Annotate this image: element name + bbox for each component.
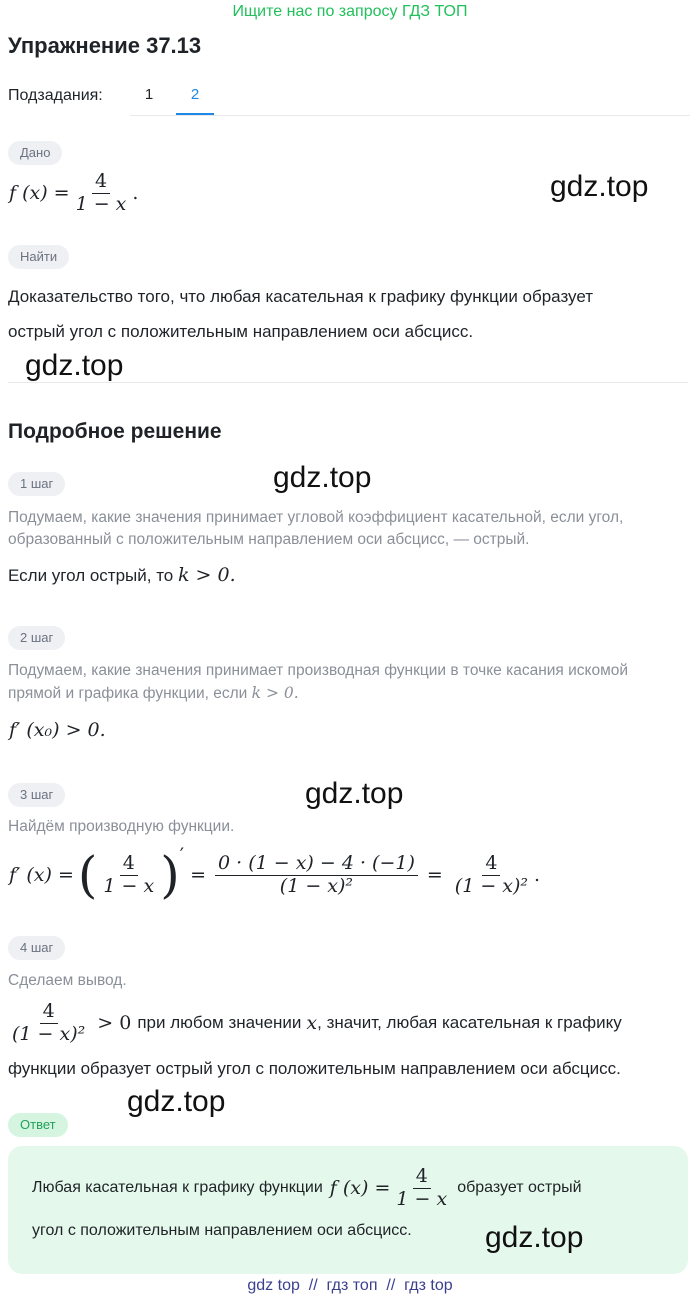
page-title: Упражнение 37.13	[8, 33, 202, 58]
tab-2[interactable]: 2	[190, 86, 200, 103]
step-3-hint: Найдём производную функции.	[8, 818, 235, 835]
step-1-hint-line-2: образованный с положительным направлением оси абсцисс, — острый.	[8, 531, 530, 548]
step-4-line-2: функции образует острый угол с положительным направлением оси абсцисс.	[8, 1059, 621, 1078]
step-4-num: 4	[40, 1001, 58, 1024]
step-3-eq1: =	[190, 864, 206, 886]
answer-badge: Ответ	[8, 1113, 68, 1137]
step-4-den: (1 − x)²	[12, 1022, 86, 1045]
answer-den: 1 − x	[396, 1187, 448, 1210]
step-3-res-num: 4	[482, 853, 500, 876]
tab-2-underline	[176, 113, 214, 115]
tab-1[interactable]: 1	[144, 86, 154, 103]
step-1-hint-line-1: Подумаем, какие значения принимает угловой коэффициент касательной, если угол,	[8, 509, 624, 526]
step-4-fraction	[9, 1001, 88, 1046]
step-4-var: x	[306, 1012, 318, 1034]
step-3-tail: .	[534, 864, 541, 886]
step-4-text-1: при любом значении	[137, 1013, 302, 1032]
given-fraction	[73, 171, 130, 216]
watermark-6: gdz.top	[485, 1221, 584, 1254]
watermark-1: gdz.top	[550, 170, 649, 203]
step-4-gt: > 0	[97, 1012, 132, 1034]
step-3-eq2: =	[426, 864, 443, 886]
step-4-result	[6, 994, 622, 1052]
find-badge: Найти	[8, 245, 69, 269]
subtasks-tabs	[130, 72, 690, 116]
given-lhs: f (x) =	[9, 182, 70, 205]
given-num: 4	[92, 171, 110, 194]
answer-text-2: образует острый	[457, 1179, 582, 1196]
footer-links[interactable]: gdz top // гдз топ // гдз top	[247, 1277, 453, 1294]
step-3-formula	[9, 842, 540, 908]
given-badge: Дано	[8, 141, 62, 165]
step-2-formula: f′ (x₀) > 0.	[9, 719, 106, 741]
watermark-2: gdz.top	[25, 349, 124, 382]
given-formula	[9, 171, 138, 216]
given-tail: .	[132, 182, 139, 205]
left-paren: (	[77, 846, 98, 904]
step-3-inner-num: 4	[120, 853, 138, 876]
step-3-prime: ′	[179, 844, 185, 866]
step-3-inner-fraction	[100, 853, 157, 898]
step-3-mid-fraction	[215, 853, 418, 898]
watermark-5: gdz.top	[127, 1085, 226, 1118]
step-2-hint-formula: k > 0.	[251, 684, 299, 702]
step-3-inner-den: 1 − x	[103, 874, 155, 897]
step-3-res-den: (1 − x)²	[454, 874, 529, 897]
step-3-badge: 3 шаг	[8, 783, 65, 807]
step-3-lhs: f′ (x) =	[9, 864, 74, 886]
find-line-1: Доказательство того, что любая касательная к графику функции образует	[8, 287, 594, 306]
find-line-2: острый угол с положительным направлением оси абсцисс.	[8, 322, 474, 341]
watermark-4: gdz.top	[305, 777, 404, 810]
watermark-3: gdz.top	[273, 461, 372, 494]
step-3-result-fraction	[452, 853, 531, 898]
step-2-badge: 2 шаг	[8, 626, 65, 650]
step-4-badge: 4 шаг	[8, 936, 65, 960]
solution-title: Подробное решение	[8, 420, 222, 443]
step-1-badge: 1 шаг	[8, 472, 65, 496]
answer-fraction	[393, 1166, 450, 1211]
step-1-text: Если угол острый, то	[8, 566, 174, 585]
step-2-hint-line-2	[8, 682, 299, 705]
top-banner[interactable]: Ищите нас по запросу ГДЗ ТОП	[232, 3, 468, 20]
answer-lhs: f (x) =	[329, 1177, 391, 1199]
step-2-hint-line-1: Подумаем, какие значения принимает производная функции в точке касания искомой	[8, 662, 629, 679]
step-2-hint-text: прямой и графика функции, если	[8, 685, 248, 702]
answer-line-1	[32, 1160, 582, 1216]
answer-line-2: угол с положительным направлением оси абсцисс.	[32, 1222, 412, 1239]
answer-num: 4	[413, 1166, 431, 1189]
step-1-formula: k > 0.	[177, 564, 236, 586]
answer-text-1: Любая касательная к графику функции	[32, 1179, 323, 1196]
step-3-mid-num: 0 · (1 − x) − 4 · (−1)	[215, 853, 418, 876]
subtasks-label: Подзадания:	[8, 87, 103, 104]
given-den: 1 − x	[75, 192, 127, 215]
step-3-mid-den: (1 − x)²	[279, 874, 354, 897]
right-paren: )	[160, 846, 180, 904]
step-4-hint: Сделаем вывод.	[8, 972, 127, 989]
step-1-result	[8, 564, 236, 586]
step-4-text-2: , значит, любая касательная к графику	[317, 1013, 622, 1032]
